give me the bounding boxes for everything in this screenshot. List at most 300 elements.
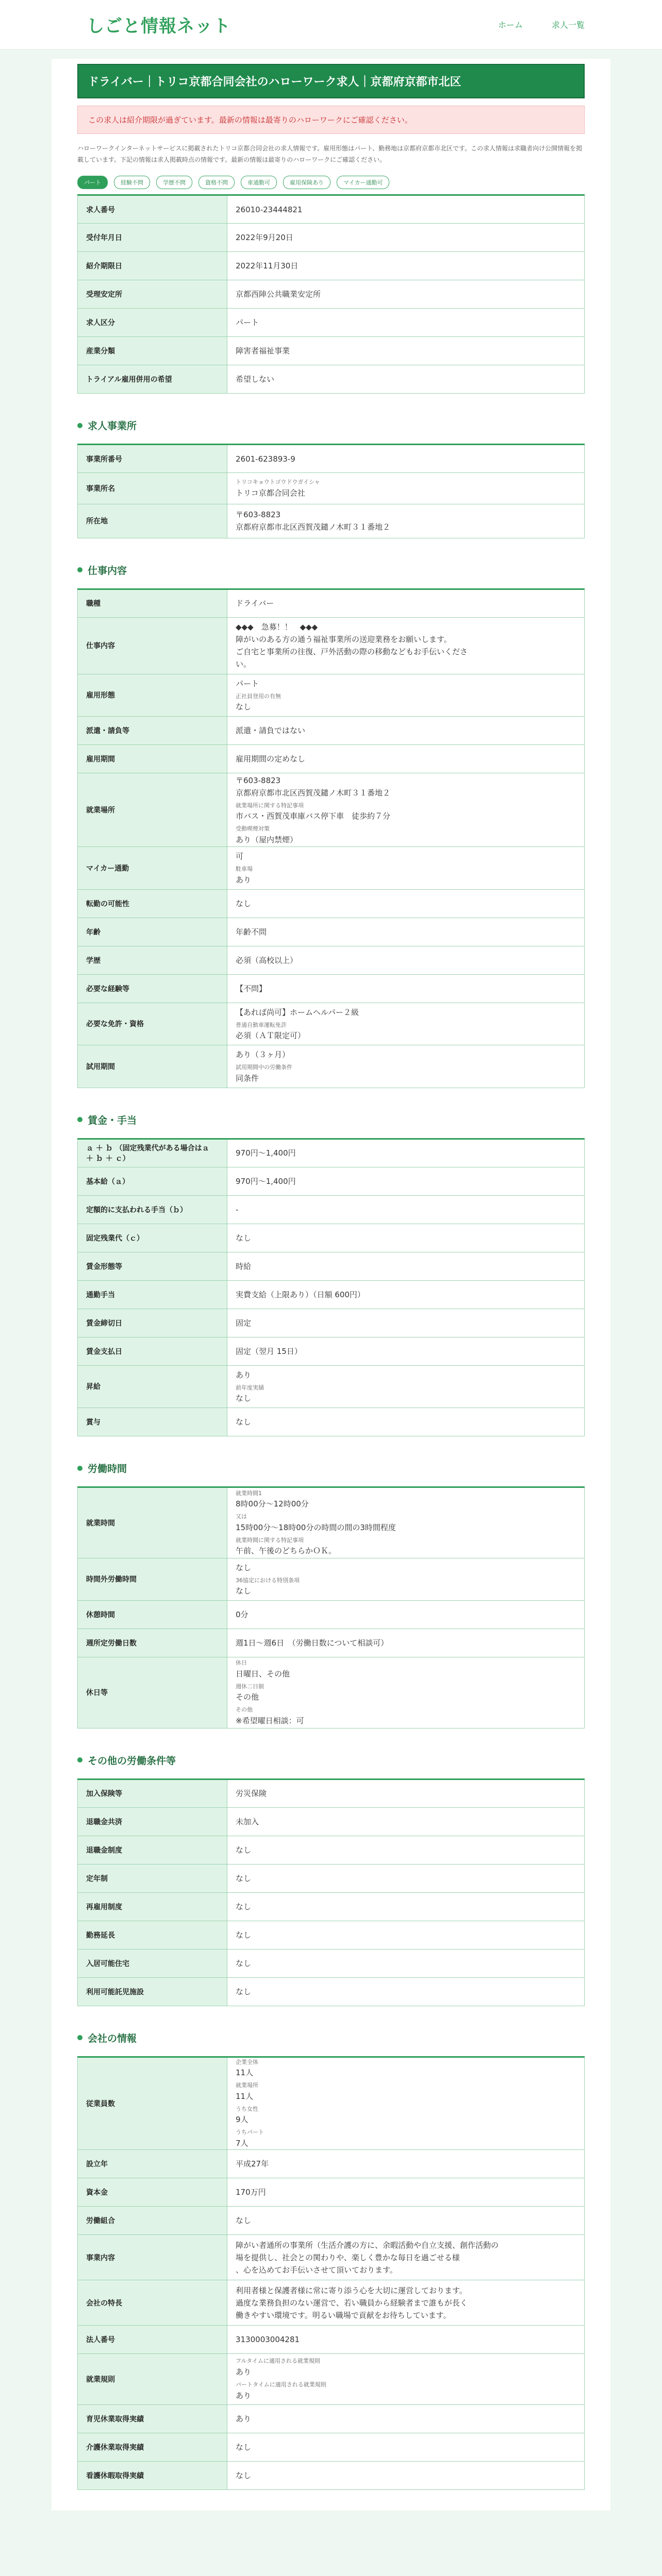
info-value-line: 実費支給（上限あり）（日額 600円）	[236, 1290, 365, 1299]
info-label: 労働組合	[78, 2207, 227, 2235]
basic-info-section	[77, 194, 585, 394]
info-label: 利用可能託児施設	[78, 1977, 227, 2006]
info-value-line: 平成27年	[236, 2159, 269, 2169]
info-label: 賃金締切日	[78, 1309, 227, 1337]
nav-job-list-link[interactable]: 求人一覧	[551, 20, 585, 30]
info-value-line: 【不問】	[236, 984, 267, 993]
info-value-line: 京都府京都市北区西賀茂鑓ノ木町３１番地２	[236, 788, 391, 798]
info-value-line: 未加入	[236, 1817, 259, 1826]
info-value-line: なし	[236, 899, 252, 908]
info-value-line: 希望しない	[236, 375, 275, 384]
info-section	[77, 1753, 585, 2006]
info-value-line: 〒603-8823	[236, 775, 281, 785]
info-value-line: なし	[236, 1987, 252, 1996]
info-row	[78, 1280, 585, 1309]
info-value-line: 障がいのある方の通う福祉事業所の送迎業務をお願いします。	[236, 635, 452, 645]
info-value-line: 京都西陣公共職業安定所	[236, 290, 321, 299]
info-value-line: 障がい者通所の事業所（生活介護の方に、余暇活動や自立支援、創作活動の	[236, 2240, 499, 2250]
info-row	[78, 445, 585, 473]
info-value-line: あり（３ヶ月）	[236, 1050, 290, 1060]
info-value	[227, 1252, 585, 1280]
job-description-intro: ハローワークインターネットサービスに掲載されたトリコ京都合同会社の求人情報です。雇用形態はパート、勤務地は京都府京都市北区です。この求人情報は求職者向け公開情報を掲載しています。下記の情報は求人掲載時点の情報です。最新の情報は最寄りのハローワークにご確認ください。	[77, 145, 583, 163]
info-value-line: あり	[236, 2391, 252, 2400]
info-value-line: 年齢不問	[236, 927, 267, 937]
info-row	[78, 195, 585, 224]
section-title	[77, 418, 585, 432]
info-value-line: 同条件	[236, 1073, 259, 1083]
info-value	[227, 2280, 585, 2326]
info-value-line: 11人	[236, 2091, 254, 2101]
info-value	[227, 1045, 585, 1088]
info-label: 紹介期限日	[78, 252, 227, 280]
info-value	[227, 337, 585, 365]
info-value-line: 労災保険	[236, 1789, 267, 1799]
info-value	[227, 2057, 585, 2149]
info-value-line: 固定（翌月 15日）	[236, 1346, 302, 1356]
info-label: 試用期間	[78, 1045, 227, 1088]
info-sublabel: 受動喫煙対策	[236, 825, 270, 833]
info-sublabel: 前年度実績	[236, 1384, 264, 1391]
info-value-line: 働きやすい環境です。明るい職場で貢献をお待ちしています。	[236, 2310, 451, 2320]
info-row	[78, 1003, 585, 1045]
info-table	[77, 1138, 585, 1437]
site-logo[interactable]: しごと情報ネット	[87, 16, 231, 37]
info-value	[227, 974, 585, 1003]
info-row	[78, 2433, 585, 2462]
info-value	[227, 1408, 585, 1436]
info-value-line: なし	[236, 1563, 252, 1572]
info-value	[227, 365, 585, 394]
info-label: 年齢	[78, 918, 227, 946]
info-section	[77, 1461, 585, 1728]
info-value-line: い。	[236, 659, 252, 669]
info-sublabel: 駐車場	[236, 866, 253, 873]
info-value-line: 固定	[236, 1318, 252, 1328]
info-sublabel: 又は	[236, 1513, 247, 1520]
info-row	[78, 918, 585, 946]
info-value-line: なし	[236, 1394, 252, 1403]
info-row	[78, 1045, 585, 1088]
info-label: マイカー通勤	[78, 847, 227, 890]
info-value	[227, 1003, 585, 1045]
info-row	[78, 745, 585, 773]
info-label: 職種	[78, 589, 227, 617]
section-title	[77, 1461, 585, 1475]
info-label: 仕事内容	[78, 617, 227, 674]
info-label: 定年制	[78, 1864, 227, 1892]
info-value	[227, 1977, 585, 2006]
info-label: 雇用期間	[78, 745, 227, 773]
info-label: 固定残業代（ｃ）	[78, 1224, 227, 1252]
info-row	[78, 1629, 585, 1657]
info-value-line: あり	[236, 2414, 252, 2424]
info-value	[227, 1167, 585, 1195]
info-label: 入居可能住宅	[78, 1949, 227, 1977]
info-value-line: -	[236, 1205, 239, 1214]
info-value	[227, 280, 585, 309]
info-value	[227, 2207, 585, 2235]
tag-badge: 雇用保険あり	[283, 176, 330, 189]
info-value-line: その他	[236, 1692, 259, 1702]
info-value	[227, 445, 585, 473]
info-value	[227, 1892, 585, 1921]
info-table	[77, 588, 585, 1088]
info-value	[227, 1779, 585, 1807]
info-value	[227, 2235, 585, 2280]
info-value-line: 3130003004281	[236, 2335, 300, 2345]
info-label: 退職金制度	[78, 1836, 227, 1864]
info-value-line: なし	[236, 702, 252, 712]
info-value-line: 11人	[236, 2068, 254, 2078]
info-value	[227, 1558, 585, 1601]
info-row	[78, 1977, 585, 2006]
info-row	[78, 2326, 585, 2354]
info-value-line: 雇用期間の定めなし	[236, 754, 306, 764]
info-sublabel: 36協定における特別条項	[236, 1577, 300, 1584]
info-value-line: なし	[236, 2471, 252, 2481]
info-value	[227, 1836, 585, 1864]
info-value-line: 場を提供し、社会との関わりや、楽しく豊かな毎日を過ごせる様	[236, 2252, 460, 2262]
main-content	[52, 59, 610, 2511]
info-label: 基本給（ａ）	[78, 1167, 227, 1195]
info-value	[227, 1139, 585, 1167]
info-value	[227, 195, 585, 224]
info-label: 事業内容	[78, 2235, 227, 2280]
info-row	[78, 1167, 585, 1195]
info-value	[227, 717, 585, 745]
info-value	[227, 1337, 585, 1365]
info-row	[78, 847, 585, 890]
info-value-line: 可	[236, 852, 244, 861]
info-row	[78, 1836, 585, 1864]
info-table	[77, 1486, 585, 1728]
info-sublabel: うち女性	[236, 2105, 258, 2112]
info-sublabel: うちパート	[236, 2129, 264, 2136]
info-value-line: 障害者福祉事業	[236, 346, 290, 356]
info-value-line: 時給	[236, 1261, 252, 1271]
info-value	[227, 889, 585, 918]
expired-notice: この求人は紹介期限が過ぎています。最新の情報は最寄りのハローワークにご確認ください。	[77, 106, 585, 134]
info-row	[78, 2405, 585, 2433]
info-label: 雇用形態	[78, 674, 227, 717]
nav-home-link[interactable]: ホーム	[498, 20, 523, 30]
info-value-line: 8時00分〜12時00分	[236, 1499, 309, 1509]
info-label: 就業規則	[78, 2354, 227, 2405]
info-value-line: 、心を込めてお手伝いさせて頂いております。	[236, 2265, 398, 2275]
info-value-line: なし	[236, 1417, 252, 1427]
info-row	[78, 1365, 585, 1408]
tag-badge: 車通勤可	[241, 176, 277, 189]
bullet-icon	[77, 2035, 82, 2040]
info-sublabel: トリコキョウトゴウドウガイシャ	[236, 479, 320, 486]
info-value-line: ご自宅と事業所の往復、戸外活動の際の移動などもお手伝いくださ	[236, 647, 468, 657]
section-title-text: 会社の情報	[88, 2032, 137, 2044]
info-value	[227, 1309, 585, 1337]
info-row	[78, 2178, 585, 2207]
info-row	[78, 717, 585, 745]
info-value	[227, 773, 585, 847]
info-value-line: ※希望曜日相談：可	[236, 1716, 304, 1725]
info-label: 産業分類	[78, 337, 227, 365]
info-label: 休憩時間	[78, 1601, 227, 1629]
section-title-text: その他の労働条件等	[88, 1755, 176, 1767]
section-title	[77, 563, 585, 577]
info-sublabel: 休日	[236, 1659, 247, 1667]
info-row	[78, 280, 585, 309]
info-label: 受付年月日	[78, 224, 227, 252]
info-label: 学歴	[78, 946, 227, 974]
info-label: 加入保険等	[78, 1779, 227, 1807]
info-row	[78, 1252, 585, 1280]
info-value-line: 7人	[236, 2139, 249, 2148]
info-label: 事業所番号	[78, 445, 227, 473]
info-row	[78, 674, 585, 717]
info-row	[78, 946, 585, 974]
info-value	[227, 847, 585, 890]
info-value-line: ◆◆◆ 急募！！ ◆◆◆	[236, 622, 318, 632]
info-row	[78, 2462, 585, 2490]
info-value-line: 派遣・請負ではない	[236, 726, 306, 736]
tag-badge: 経験不問	[114, 176, 150, 189]
info-label: 賃金形態等	[78, 1252, 227, 1280]
info-value-line: 9人	[236, 2115, 249, 2125]
info-label: 介護休業取得実績	[78, 2433, 227, 2462]
basic-info-table	[77, 194, 585, 394]
info-label: 従業員数	[78, 2057, 227, 2149]
info-row	[78, 1779, 585, 1807]
info-value	[227, 1224, 585, 1252]
info-value	[227, 1487, 585, 1558]
info-value	[227, 504, 585, 538]
info-row	[78, 1949, 585, 1977]
info-value	[227, 2150, 585, 2178]
info-sublabel: 就業場所	[236, 2082, 258, 2089]
site-header	[0, 0, 662, 49]
info-value	[227, 309, 585, 337]
tag-badge: マイカー通勤可	[337, 176, 389, 189]
bullet-icon	[77, 567, 82, 572]
section-title-text: 賃金・手当	[88, 1114, 137, 1126]
info-value-line: なし	[236, 1873, 252, 1883]
info-row	[78, 2354, 585, 2405]
info-row	[78, 1487, 585, 1558]
info-row	[78, 617, 585, 674]
info-row	[78, 224, 585, 252]
info-value-line: 0分	[236, 1610, 249, 1620]
info-row	[78, 2235, 585, 2280]
info-label: 看護休暇取得実績	[78, 2462, 227, 2490]
info-value-line: ドライバー	[236, 599, 274, 608]
info-table	[77, 1778, 585, 2006]
info-value-line: なし	[236, 1586, 252, 1596]
info-label: 受理安定所	[78, 280, 227, 309]
info-row	[78, 309, 585, 337]
info-label: 会社の特長	[78, 2280, 227, 2326]
info-label: トライアル雇用併用の希望	[78, 365, 227, 394]
info-row	[78, 1864, 585, 1892]
info-row	[78, 252, 585, 280]
info-value-line: なし	[236, 1845, 252, 1855]
info-label: 事業所名	[78, 473, 227, 504]
info-row	[78, 974, 585, 1003]
info-value-line: 15時00分〜18時00分の時間の間の3時間程度	[236, 1522, 396, 1532]
info-label: 設立年	[78, 2150, 227, 2178]
info-value	[227, 674, 585, 717]
bullet-icon	[77, 423, 82, 428]
info-sublabel: 普通自動車運転免許	[236, 1021, 287, 1028]
bullet-icon	[77, 1117, 82, 1122]
info-value	[227, 1807, 585, 1836]
info-value-line: 〒603-8823	[236, 510, 281, 520]
info-value	[227, 589, 585, 617]
info-row	[78, 337, 585, 365]
tag-badge: 資格不問	[198, 176, 235, 189]
info-value-line: 京都府京都市北区西賀茂鑓ノ木町３１番地２	[236, 522, 391, 532]
tag-badge: 学歴不問	[156, 176, 192, 189]
info-row	[78, 773, 585, 847]
section-title-text: 労働時間	[88, 1463, 127, 1475]
info-value-line: 【あれば尚可】ホームヘルパー２級	[236, 1007, 359, 1017]
info-label: ａ ＋ ｂ （固定残業代がある場合はａ ＋ ｂ ＋ ｃ）	[78, 1139, 227, 1167]
info-value-line: 週1日〜週6日 （労働日数について相談可）	[236, 1638, 389, 1648]
info-label: 勤務延長	[78, 1921, 227, 1949]
info-value-line: 170万円	[236, 2188, 266, 2197]
info-label: 再雇用制度	[78, 1892, 227, 1921]
info-value	[227, 252, 585, 280]
info-value-line: 利用者様と保護者様に常に寄り添う心を大切に運営しております。	[236, 2285, 467, 2295]
info-sublabel: 正社員登用の有無	[236, 692, 281, 700]
info-sublabel: 就業時間に関する特記事項	[236, 1536, 304, 1544]
info-row	[78, 1309, 585, 1337]
info-value-line: あり（屋内禁煙）	[236, 835, 298, 844]
info-label: 退職金共済	[78, 1807, 227, 1836]
info-row	[78, 1921, 585, 1949]
info-row	[78, 2057, 585, 2149]
info-value-line: なし	[236, 1233, 252, 1243]
info-row	[78, 2207, 585, 2235]
info-value-line: 必須（高校以上）	[236, 955, 298, 965]
info-label: 時間外労働時間	[78, 1558, 227, 1601]
info-section	[77, 563, 585, 1088]
info-table	[77, 444, 585, 538]
info-value	[227, 1864, 585, 1892]
info-row	[78, 2150, 585, 2178]
page-title: ドライバー｜トリコ京都合同会社のハローワーク求人｜京都府京都市北区	[77, 64, 585, 98]
info-label: 週所定労働日数	[78, 1629, 227, 1657]
info-value	[227, 2405, 585, 2433]
info-label: 育児休業取得実績	[78, 2405, 227, 2433]
info-label: 通勤手当	[78, 1280, 227, 1309]
info-sublabel: 就業場所に関する特記事項	[236, 802, 304, 809]
info-value-line: あり	[236, 2367, 252, 2377]
info-row	[78, 1139, 585, 1167]
info-row	[78, 889, 585, 918]
info-section	[77, 1113, 585, 1437]
info-row	[78, 1892, 585, 1921]
info-value-line: なし	[236, 2216, 252, 2226]
info-value-line: 2022年11月30日	[236, 261, 299, 271]
info-row	[78, 1807, 585, 1836]
info-value-line: 午前、午後のどちらかＯＫ。	[236, 1546, 337, 1556]
info-sublabel: 企業全体	[236, 2058, 258, 2065]
info-row	[78, 1337, 585, 1365]
info-value	[227, 1195, 585, 1224]
info-value	[227, 2462, 585, 2490]
info-label: 資本金	[78, 2178, 227, 2207]
info-value-line: 市バス・西賀茂車庫バス停下車 徒歩約７分	[236, 811, 391, 821]
detail-sections	[52, 418, 610, 2490]
info-row	[78, 365, 585, 394]
info-sublabel: パートタイムに適用される就業規則	[236, 2381, 326, 2388]
section-title	[77, 1753, 585, 1767]
info-value-line: なし	[236, 2443, 252, 2452]
info-value-line: パート	[236, 679, 259, 688]
info-value	[227, 473, 585, 504]
info-value-line: パート	[236, 318, 259, 328]
info-value	[227, 2326, 585, 2354]
info-value-line: 26010-23444821	[236, 205, 303, 214]
info-label: 所在地	[78, 504, 227, 538]
info-value	[227, 2433, 585, 2462]
info-label: 昇給	[78, 1365, 227, 1408]
info-value	[227, 745, 585, 773]
tag-list	[77, 176, 585, 189]
info-value-line: 2022年9月20日	[236, 233, 293, 243]
info-value	[227, 1921, 585, 1949]
info-value	[227, 1629, 585, 1657]
info-row	[78, 589, 585, 617]
section-title-text: 仕事内容	[88, 565, 127, 577]
info-label: 就業時間	[78, 1487, 227, 1558]
info-row	[78, 1657, 585, 1728]
info-value-line: 日曜日、その他	[236, 1669, 290, 1679]
bullet-icon	[77, 1466, 82, 1471]
info-label: 休日等	[78, 1657, 227, 1728]
info-label: 就業場所	[78, 773, 227, 847]
info-label: 必要な経験等	[78, 974, 227, 1003]
info-row	[78, 473, 585, 504]
info-section	[77, 418, 585, 538]
info-label: 法人番号	[78, 2326, 227, 2354]
info-label: 求人番号	[78, 195, 227, 224]
info-value	[227, 918, 585, 946]
tag-badge: パート	[77, 176, 108, 189]
info-label: 求人区分	[78, 309, 227, 337]
info-row	[78, 1224, 585, 1252]
info-value-line: あり	[236, 1370, 252, 1380]
info-value	[227, 1601, 585, 1629]
info-row	[78, 504, 585, 538]
info-value-line: 2601-623893-9	[236, 454, 295, 464]
info-row	[78, 1408, 585, 1436]
info-section	[77, 2031, 585, 2490]
info-row	[78, 1558, 585, 1601]
info-sublabel: 就業時間1	[236, 1489, 262, 1497]
info-value	[227, 1657, 585, 1728]
info-value	[227, 224, 585, 252]
info-value-line: なし	[236, 1930, 252, 1940]
info-value-line: なし	[236, 1958, 252, 1968]
info-sublabel: その他	[236, 1706, 253, 1714]
bullet-icon	[77, 1757, 82, 1762]
info-label: 転勤の可能性	[78, 889, 227, 918]
info-value	[227, 2178, 585, 2207]
info-value	[227, 946, 585, 974]
info-value-line: 970円〜1,400円	[236, 1176, 296, 1186]
section-title	[77, 1113, 585, 1127]
section-title	[77, 2031, 585, 2045]
info-label: 必要な免許・資格	[78, 1003, 227, 1045]
